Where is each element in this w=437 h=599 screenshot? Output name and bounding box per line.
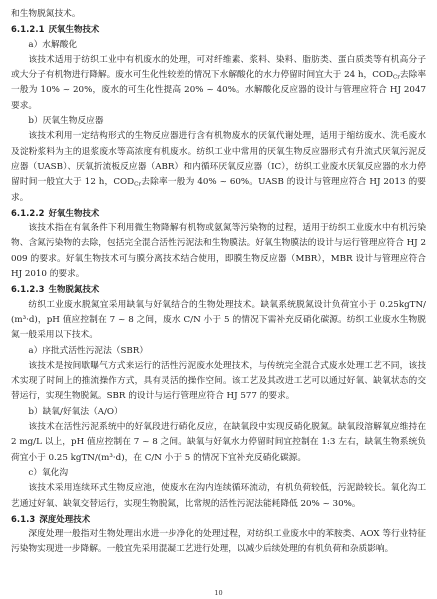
sub-heading: a）序批式活性污泥法（SBR）: [28, 345, 149, 356]
paragraph: [11, 53, 426, 114]
sub-heading: b）缺氧/好氧法（A/O）: [28, 406, 123, 417]
heading-title: 好氧生物技术: [48, 207, 100, 218]
sub-heading: a）水解酸化: [28, 39, 78, 50]
page-content: [11, 7, 426, 558]
heading-title: 深度处理技术: [39, 513, 91, 524]
paragraph: 该技术是按间歇曝气方式来运行的活性污泥废水处理技术，与传统完全混合式废水处理工艺不同，该技术实现了时间上的推流操作方式，具有灵活的操作空间。该工艺及其改进工艺可以通过好氧、缺氧状态的交替运行，实现生物脱氮。SBR 的设计与运行管理应符合 HJ 577 的要求。: [11, 360, 426, 402]
paragraph: 和生物脱氮技术。: [11, 9, 81, 19]
text-run: 纺织工业废水脱氮宜采用缺氧与好氧结合的生物处理技术。缺氧系统脱氮设计负荷宜小于 0.25kgTN/(m³·d)，pH 值应控制在 7 ~ 8 之间，废水 C/N 小于 5 的情况下需补充反硝化碳源。纺织工业废水生物脱氮一般采用以下技术。: [11, 299, 426, 341]
text-run: 该技术在活性污泥系统中的好氧段进行硝化反应，在缺氧段中实现反硝化脱氮。缺氧段溶解氧应维持在 2 mg/L 以上，pH 值应控制在 7 ~ 8 之间。缺氧与好氧水力停留时间宜控制在 1:3 左右，缺氧生物系统负荷宜小于 0.25 kgTN/(m³·d)，在 C/N 小于 5 的情况下宜补充反硝化碳源。: [11, 422, 426, 463]
sub-heading: b）厌氧生物反应器: [28, 116, 104, 127]
section-number: 6.1.2.2: [11, 207, 45, 218]
subscript-text: Cr: [134, 181, 142, 188]
paragraph: [11, 298, 426, 344]
page-number: 10: [214, 589, 223, 597]
section-number: 6.1.2.3: [11, 284, 45, 295]
paragraph: [11, 129, 426, 205]
section-heading: [11, 206, 426, 221]
text-run: 去除率一般为 40% ~ 60%。UASB 的设计与管理应符合 HJ 2013 的要求。: [11, 177, 426, 203]
sub-heading: c）氧化沟: [28, 467, 69, 478]
paragraph: 该技术指在有氧条件下利用微生物降解有机物或氨氮等污染物的过程，适用于纺织工业废水中有机污染物、含氮污染物的去除，包括完全混合活性污泥法和生物膜法。好氧生物膜法的设计与运行管理应符合 HJ 2009 的要求。好氧生物技术可与膜分离技术结合使用，即膜生物反应器（MBR），MBR 设计与管理应符合 HJ 2010 的要求。: [11, 223, 426, 280]
section-number: 6.1.2.1: [11, 24, 45, 35]
text-run: 去除率一般为 10% ~ 20%，废水的可生化性提高 20% ~ 40%。水解酸化反应器的设计与管理应符合 HJ 2047 要求。: [11, 70, 427, 111]
section-heading: [11, 22, 426, 37]
paragraph: 该技术采用连续环式生物反应池，使废水在沟内连续循环流动，有机负荷较低，污泥龄较长。氧化沟工艺通过好氧、缺氧交替运行，实现生物脱氮，比常规的活性污泥法能耗降低 20% ~ 30%。: [11, 483, 426, 509]
text-run: 该技术利用一定结构形式的生物反应器进行含有机物废水的厌氧代谢处理，适用于缩纺废水、洗毛废水及淀粉浆料为主的退浆废水等高浓度有机废水。纺织工业中常用的厌氧生物反应器形式有升流式厌氧污泥反应器（UASB）、厌氧折流板反应器（ABR）和内循环厌氧反应器（IC），纺织工业废水厌氧反应器的水力停留时间一般宜大于 12 h，COD: [11, 131, 426, 188]
section-heading: [11, 512, 426, 527]
text-run: 该技术适用于纺织工业中有机废水的处理，可对纤维素、浆料、染料、脂肪类、蛋白质类等有机高分子或大分子有机物进行降解。废水可生化性较差的情况下水解酸化的水力停留时间宜大于 24 h，COD: [11, 54, 426, 81]
subscript-text: Cr: [392, 74, 400, 81]
heading-title: 生物脱氮技术: [48, 284, 100, 295]
paragraph: 深度处理一般指对生物处理出水进一步净化的处理过程，对纺织工业废水中的苯胺类、AOX 等行业特征污染物实现进一步降解。一般宜先采用混凝工艺进行处理，以减少后续处理的有机负荷和杂质影响。: [11, 529, 426, 555]
section-number: 6.1.3: [11, 513, 36, 524]
section-heading: [11, 282, 426, 297]
heading-title: 厌氧生物技术: [48, 24, 100, 35]
paragraph: [11, 420, 426, 466]
